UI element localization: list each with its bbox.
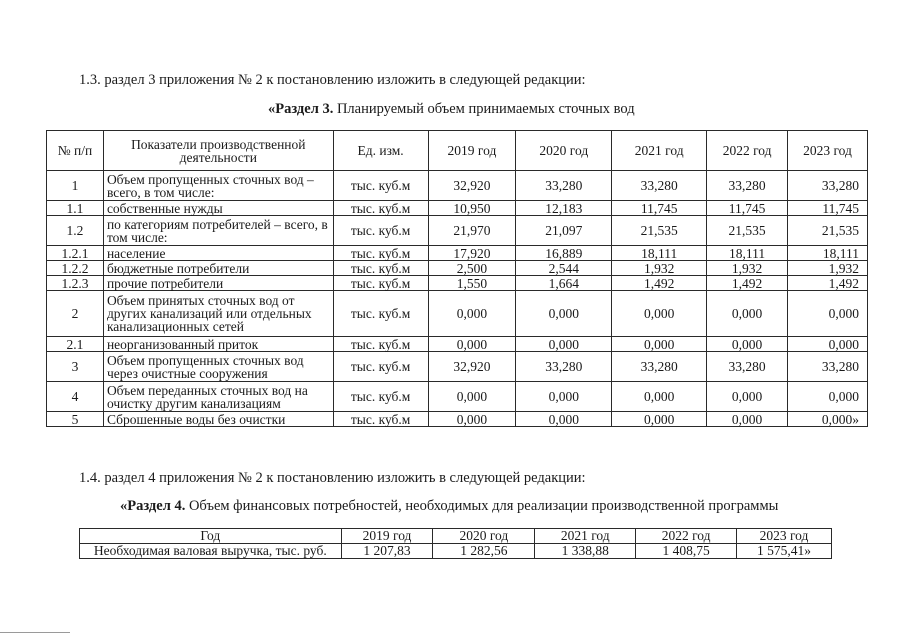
row-number-cell: 1.2.2: [47, 261, 104, 276]
paragraph-1-3: 1.3. раздел 3 приложения № 2 к постановлению изложить в следующей редакции:: [79, 72, 586, 88]
table-section-3: [46, 130, 868, 427]
value-cell: 12,183: [516, 201, 612, 216]
indicator-cell: Объем пропущенных сточных вод – всего, в том числе:: [103, 171, 333, 201]
value-cell: 1,932: [788, 261, 868, 276]
row-number-cell: 5: [47, 412, 104, 427]
table-4-value-cell: 1 408,75: [636, 544, 737, 559]
value-cell: 2,500: [428, 261, 516, 276]
value-cell: 33,280: [612, 171, 707, 201]
value-cell: 21,535: [788, 216, 868, 246]
indicator-cell: собственные нужды: [103, 201, 333, 216]
indicator-cell: Объем пропущенных сточных вод через очистные сооружения: [103, 352, 333, 382]
value-cell: 32,920: [428, 352, 516, 382]
table-3-header-cell: 2021 год: [612, 131, 707, 171]
value-cell: 21,535: [707, 216, 788, 246]
table-3-row: [47, 412, 868, 427]
table-3-row: [47, 246, 868, 261]
table-3-header-cell: Показатели производственной деятельности: [103, 131, 333, 171]
section-3-heading: [268, 101, 635, 118]
value-cell: 1,932: [612, 261, 707, 276]
value-cell: 1,664: [516, 276, 612, 291]
value-cell: 33,280: [516, 171, 612, 201]
table-4-value-cell: 1 575,41»: [737, 544, 832, 559]
value-cell: 0,000»: [788, 412, 868, 427]
table-4-data-row: [80, 544, 832, 559]
value-cell: 0,000: [707, 337, 788, 352]
unit-cell: тыс. куб.м: [333, 261, 428, 276]
value-cell: 32,920: [428, 171, 516, 201]
value-cell: 0,000: [788, 382, 868, 412]
table-3-row: [47, 261, 868, 276]
section-4-heading: [120, 498, 778, 515]
value-cell: 1,492: [612, 276, 707, 291]
value-cell: 33,280: [707, 171, 788, 201]
value-cell: 33,280: [788, 171, 868, 201]
value-cell: 33,280: [707, 352, 788, 382]
row-number-cell: 3: [47, 352, 104, 382]
table-4-header-cell: Год: [80, 529, 342, 544]
section-4-title: Объем финансовых потребностей, необходимых для реализации производственной программы: [185, 498, 779, 514]
value-cell: 18,111: [788, 246, 868, 261]
value-cell: 0,000: [707, 382, 788, 412]
value-cell: 21,970: [428, 216, 516, 246]
scan-edge-line: [0, 632, 70, 633]
value-cell: 0,000: [516, 412, 612, 427]
table-3-row: [47, 201, 868, 216]
unit-cell: тыс. куб.м: [333, 291, 428, 337]
value-cell: 2,544: [516, 261, 612, 276]
row-number-cell: 1.2.3: [47, 276, 104, 291]
table-4-value-cell: 1 338,88: [535, 544, 636, 559]
unit-cell: тыс. куб.м: [333, 276, 428, 291]
value-cell: 0,000: [612, 412, 707, 427]
table-3-header-cell: Ед. изм.: [333, 131, 428, 171]
section-3-title: Планируемый объем принимаемых сточных вод: [333, 101, 635, 117]
row-number-cell: 4: [47, 382, 104, 412]
table-3-row: [47, 216, 868, 246]
value-cell: 0,000: [428, 412, 516, 427]
table-3-header-row: [47, 131, 868, 171]
table-3-row: [47, 352, 868, 382]
table-3-header-cell: 2023 год: [788, 131, 868, 171]
indicator-cell: прочие потребители: [103, 276, 333, 291]
table-3-row: [47, 337, 868, 352]
value-cell: 1,550: [428, 276, 516, 291]
value-cell: 0,000: [788, 337, 868, 352]
table-4-header-cell: 2019 год: [341, 529, 433, 544]
indicator-cell: бюджетные потребители: [103, 261, 333, 276]
value-cell: 0,000: [428, 382, 516, 412]
value-cell: 11,745: [788, 201, 868, 216]
unit-cell: тыс. куб.м: [333, 412, 428, 427]
value-cell: 11,745: [707, 201, 788, 216]
unit-cell: тыс. куб.м: [333, 201, 428, 216]
table-section-4: [79, 528, 832, 559]
value-cell: 18,111: [612, 246, 707, 261]
value-cell: 0,000: [428, 291, 516, 337]
table-3-row: [47, 171, 868, 201]
table-4-label-cell: Необходимая валовая выручка, тыс. руб.: [80, 544, 342, 559]
indicator-cell: Объем переданных сточных вод на очистку другим канализациям: [103, 382, 333, 412]
table-3-header-cell: 2019 год: [428, 131, 516, 171]
value-cell: 0,000: [428, 337, 516, 352]
value-cell: 0,000: [612, 291, 707, 337]
table-4-value-cell: 1 207,83: [341, 544, 433, 559]
paragraph-1-4: 1.4. раздел 4 приложения № 2 к постановлению изложить в следующей редакции:: [79, 470, 586, 486]
table-4-header-cell: 2023 год: [737, 529, 832, 544]
table-4-header-cell: 2022 год: [636, 529, 737, 544]
table-3-header-cell: 2020 год: [516, 131, 612, 171]
row-number-cell: 2.1: [47, 337, 104, 352]
unit-cell: тыс. куб.м: [333, 246, 428, 261]
value-cell: 33,280: [612, 352, 707, 382]
unit-cell: тыс. куб.м: [333, 337, 428, 352]
table-4-header-cell: 2021 год: [535, 529, 636, 544]
value-cell: 0,000: [516, 382, 612, 412]
value-cell: 10,950: [428, 201, 516, 216]
table-4-value-cell: 1 282,56: [433, 544, 535, 559]
section-4-prefix: «Раздел 4.: [120, 498, 186, 514]
value-cell: 0,000: [707, 291, 788, 337]
value-cell: 21,097: [516, 216, 612, 246]
table-3-header-cell: 2022 год: [707, 131, 788, 171]
table-4-header-cell: 2020 год: [433, 529, 535, 544]
value-cell: 11,745: [612, 201, 707, 216]
value-cell: 33,280: [516, 352, 612, 382]
value-cell: 21,535: [612, 216, 707, 246]
unit-cell: тыс. куб.м: [333, 216, 428, 246]
value-cell: 1,932: [707, 261, 788, 276]
unit-cell: тыс. куб.м: [333, 352, 428, 382]
value-cell: 0,000: [612, 382, 707, 412]
row-number-cell: 1.1: [47, 201, 104, 216]
indicator-cell: население: [103, 246, 333, 261]
table-4-header-row: [80, 529, 832, 544]
value-cell: 1,492: [788, 276, 868, 291]
value-cell: 0,000: [707, 412, 788, 427]
value-cell: 33,280: [788, 352, 868, 382]
value-cell: 17,920: [428, 246, 516, 261]
section-3-prefix: «Раздел 3.: [268, 101, 334, 117]
value-cell: 1,492: [707, 276, 788, 291]
value-cell: 16,889: [516, 246, 612, 261]
table-3-header-cell: № п/п: [47, 131, 104, 171]
unit-cell: тыс. куб.м: [333, 171, 428, 201]
indicator-cell: Сброшенные воды без очистки: [103, 412, 333, 427]
table-3-row: [47, 291, 868, 337]
unit-cell: тыс. куб.м: [333, 382, 428, 412]
value-cell: 0,000: [612, 337, 707, 352]
value-cell: 0,000: [788, 291, 868, 337]
value-cell: 0,000: [516, 337, 612, 352]
table-3-row: [47, 382, 868, 412]
indicator-cell: по категориям потребителей – всего, в том числе:: [103, 216, 333, 246]
row-number-cell: 1.2: [47, 216, 104, 246]
value-cell: 0,000: [516, 291, 612, 337]
row-number-cell: 1.2.1: [47, 246, 104, 261]
indicator-cell: неорганизованный приток: [103, 337, 333, 352]
table-3-row: [47, 276, 868, 291]
row-number-cell: 1: [47, 171, 104, 201]
row-number-cell: 2: [47, 291, 104, 337]
value-cell: 18,111: [707, 246, 788, 261]
indicator-cell: Объем принятых сточных вод от других канализаций или отдельных канализационных сетей: [103, 291, 333, 337]
